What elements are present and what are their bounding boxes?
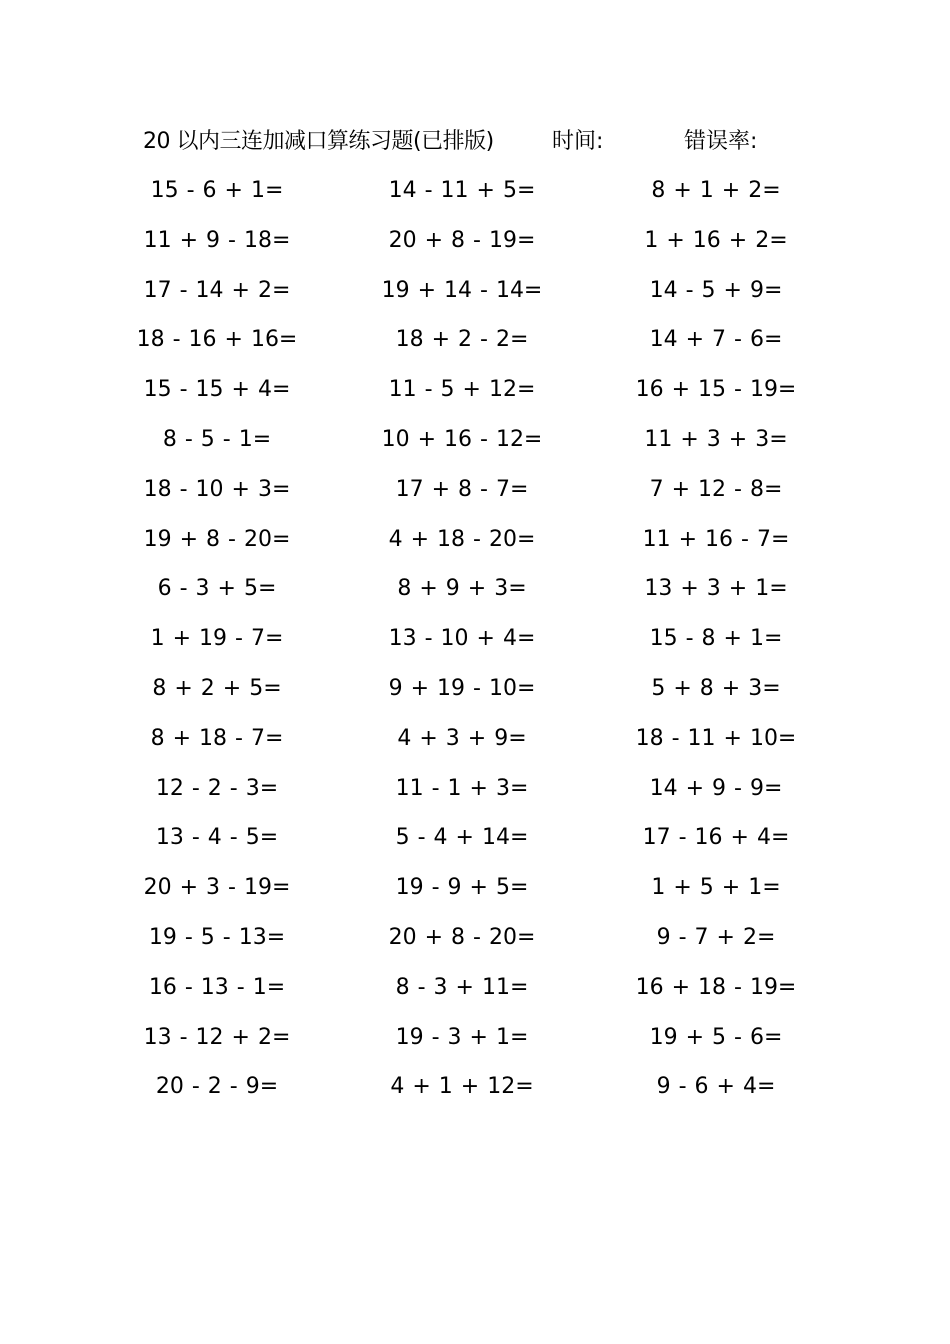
problem-row bbox=[0, 718, 950, 768]
problem-item: 9 - 7 + 2= bbox=[656, 924, 776, 950]
worksheet-header bbox=[0, 124, 950, 160]
problem-item: 19 + 14 - 14= bbox=[381, 277, 543, 303]
problem-item: 18 - 16 + 16= bbox=[136, 327, 298, 353]
problem-row bbox=[0, 568, 950, 618]
problem-item: 16 - 13 - 1= bbox=[148, 974, 286, 1000]
problem-item: 17 + 8 - 7= bbox=[395, 476, 529, 502]
problem-grid bbox=[0, 170, 950, 1116]
problem-item: 8 - 3 + 11= bbox=[395, 974, 529, 1000]
problem-item: 16 + 18 - 19= bbox=[635, 974, 797, 1000]
problem-item: 4 + 18 - 20= bbox=[388, 526, 536, 552]
problem-row bbox=[0, 1066, 950, 1116]
problem-item: 11 + 9 - 18= bbox=[143, 227, 291, 253]
problem-item: 14 + 7 - 6= bbox=[649, 327, 783, 353]
problem-row bbox=[0, 917, 950, 967]
problem-item: 18 - 10 + 3= bbox=[143, 476, 291, 502]
problem-row bbox=[0, 270, 950, 320]
problem-item: 15 - 6 + 1= bbox=[150, 178, 284, 203]
problem-item: 11 + 3 + 3= bbox=[644, 426, 788, 452]
problem-item: 13 - 12 + 2= bbox=[143, 1024, 291, 1050]
problem-item: 5 - 4 + 14= bbox=[395, 825, 529, 851]
problem-item: 13 - 4 - 5= bbox=[155, 825, 279, 851]
problem-row bbox=[0, 867, 950, 917]
problem-row bbox=[0, 668, 950, 718]
problem-item: 17 - 16 + 4= bbox=[642, 825, 790, 851]
problem-item: 10 + 16 - 12= bbox=[381, 426, 543, 452]
problem-item: 18 - 11 + 10= bbox=[635, 725, 797, 751]
problem-row bbox=[0, 319, 950, 369]
problem-item: 20 - 2 - 9= bbox=[155, 1074, 279, 1100]
problem-item: 19 - 9 + 5= bbox=[395, 875, 529, 901]
problem-row bbox=[0, 519, 950, 569]
problem-item: 15 - 8 + 1= bbox=[649, 626, 783, 652]
problem-item: 17 - 14 + 2= bbox=[143, 277, 291, 303]
problem-item: 14 - 11 + 5= bbox=[388, 178, 536, 203]
problem-row bbox=[0, 817, 950, 867]
problem-item: 1 + 16 + 2= bbox=[644, 227, 788, 253]
problem-item: 11 - 1 + 3= bbox=[395, 775, 529, 801]
problem-item: 14 - 5 + 9= bbox=[649, 277, 783, 303]
problem-item: 4 + 1 + 12= bbox=[390, 1074, 534, 1100]
problem-item: 12 - 2 - 3= bbox=[155, 775, 279, 801]
time-label: 时间: bbox=[552, 129, 604, 154]
problem-item: 4 + 3 + 9= bbox=[397, 725, 527, 751]
problem-item: 14 + 9 - 9= bbox=[649, 775, 783, 801]
problem-item: 13 + 3 + 1= bbox=[644, 576, 788, 602]
problem-row bbox=[0, 419, 950, 469]
problem-item: 16 + 15 - 19= bbox=[635, 377, 797, 403]
problem-row bbox=[0, 967, 950, 1017]
problem-item: 20 + 8 - 19= bbox=[388, 227, 536, 253]
worksheet-title: 20 以内三连加减口算练习题(已排版) bbox=[143, 129, 494, 154]
problem-item: 19 - 3 + 1= bbox=[395, 1024, 529, 1050]
problem-item: 8 + 18 - 7= bbox=[150, 725, 284, 751]
problem-item: 8 - 5 - 1= bbox=[162, 426, 272, 452]
problem-row bbox=[0, 220, 950, 270]
error-rate-label: 错误率: bbox=[684, 129, 758, 154]
problem-row bbox=[0, 170, 950, 220]
problem-item: 19 - 5 - 13= bbox=[148, 924, 286, 950]
problem-item: 9 - 6 + 4= bbox=[656, 1074, 776, 1100]
problem-item: 9 + 19 - 10= bbox=[388, 675, 536, 701]
problem-item: 15 - 15 + 4= bbox=[143, 377, 291, 403]
problem-item: 8 + 1 + 2= bbox=[651, 178, 781, 203]
problem-item: 11 - 5 + 12= bbox=[388, 377, 536, 403]
problem-item: 7 + 12 - 8= bbox=[649, 476, 783, 502]
problem-row bbox=[0, 369, 950, 419]
problem-row bbox=[0, 469, 950, 519]
problem-item: 1 + 5 + 1= bbox=[651, 875, 781, 901]
problem-row bbox=[0, 1017, 950, 1067]
problem-item: 18 + 2 - 2= bbox=[395, 327, 529, 353]
problem-item: 8 + 9 + 3= bbox=[397, 576, 527, 602]
problem-item: 20 + 3 - 19= bbox=[143, 875, 291, 901]
problem-row bbox=[0, 768, 950, 818]
problem-item: 20 + 8 - 20= bbox=[388, 924, 536, 950]
problem-item: 19 + 8 - 20= bbox=[143, 526, 291, 552]
problem-row bbox=[0, 618, 950, 668]
problem-item: 19 + 5 - 6= bbox=[649, 1024, 783, 1050]
problem-item: 5 + 8 + 3= bbox=[651, 675, 781, 701]
problem-item: 11 + 16 - 7= bbox=[642, 526, 790, 552]
problem-item: 8 + 2 + 5= bbox=[152, 675, 282, 701]
problem-item: 1 + 19 - 7= bbox=[150, 626, 284, 652]
problem-item: 13 - 10 + 4= bbox=[388, 626, 536, 652]
problem-item: 6 - 3 + 5= bbox=[157, 576, 277, 602]
